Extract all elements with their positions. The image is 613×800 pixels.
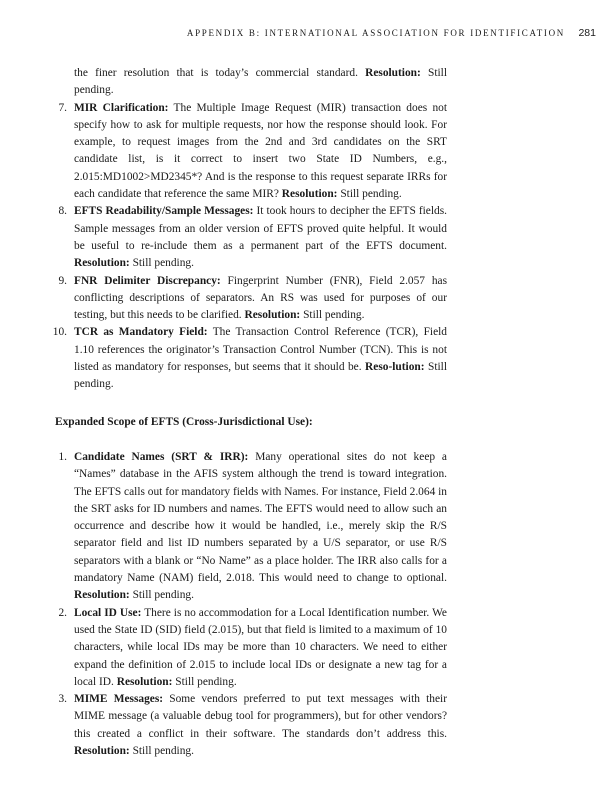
running-head: APPENDIX B: INTERNATIONAL ASSOCIATION FOR IDENTIFICATION (186, 28, 565, 38)
list-item: 3. MIME Messages: Some vendors preferred to put text messages with their MIME message (a valuable debug tool for programmers), but for other vendors? this created a conflict in their software. The standards don’t address this. Resolution: Still pending. (58, 693, 447, 757)
list-item: 1. Candidate Names (SRT & IRR): Many operational sites do not keep a “Names” database in the AFIS system although the trend is toward integration. The EFTS calls out for mandatory fields with Names. For instance, Field 2.064 in the SRT asks for ID numbers and names. The EFTS would need to allow such an occurrence and describe how it would be handled, i.e., merely skip the R/S separator field and list ID numbers separated by a U/S separator, or use R/S separators with a blank or “No Name” as a place holder. The IRR also calls for a mandatory Name (NAM) field, 2.018. This would need to change to optional. Resolution: Still pending. (58, 450, 447, 602)
page-header (0, 28, 613, 44)
numbered-list-issues (0, 100, 613, 394)
list-item: 10. TCR as Mandatory Field: The Transaction Control Reference (TCR), Field 1.10 references the originator’s Transaction Control Number (TCN). This is not listed as mandatory for responses, but seems that it should be. Reso-lution: Still pending. (52, 326, 447, 391)
list-item: 8. EFTS Readability/Sample Messages: It took hours to decipher the EFTS fields. Sample messages from an older version of EFTS proved quite helpful. It would be useful to re-include them as a permanent part of the EFTS document. Resolution: Still pending. (58, 205, 447, 270)
numbered-list-scope (0, 449, 613, 760)
section-heading: Expanded Scope of EFTS (Cross-Jurisdictional Use): (55, 415, 313, 428)
continued-paragraph: the finer resolution that is today’s commercial standard. Resolution: Still pending. (74, 67, 447, 97)
page-number: 281 (578, 27, 596, 39)
list-item: 2. Local ID Use: There is no accommodation for a Local Identification number. We used the State ID (SID) field (2.015), but that field is limited to a maximum of 10 characters, while local IDs may be more than 10 characters. We need to either expand the definition of 2.015 to include local IDs or designate a new tag for a local ID. Resolution: Still pending. (58, 606, 447, 688)
page-body (0, 65, 613, 760)
list-item: 9. FNR Delimiter Discrepancy: Fingerprint Number (FNR), Field 2.057 has conflicting descriptions of separators. An RS was used for purposes of our testing, but this needs to be clarified. Resolution: Still pending. (58, 274, 448, 322)
list-item: 7. MIR Clarification: The Multiple Image Request (MIR) transaction does not specify how to ask for multiple requests, nor how the response should look. For example, to request images from the 2nd and 3rd candidates on the SRT candidate list, is it correct to insert two State ID Numbers, e.g., 2.015:MD1002>MD2345*? And is the response to this request separate IRRs for each candidate that reference the same MIR? Resolution: Still pending. (58, 101, 447, 201)
